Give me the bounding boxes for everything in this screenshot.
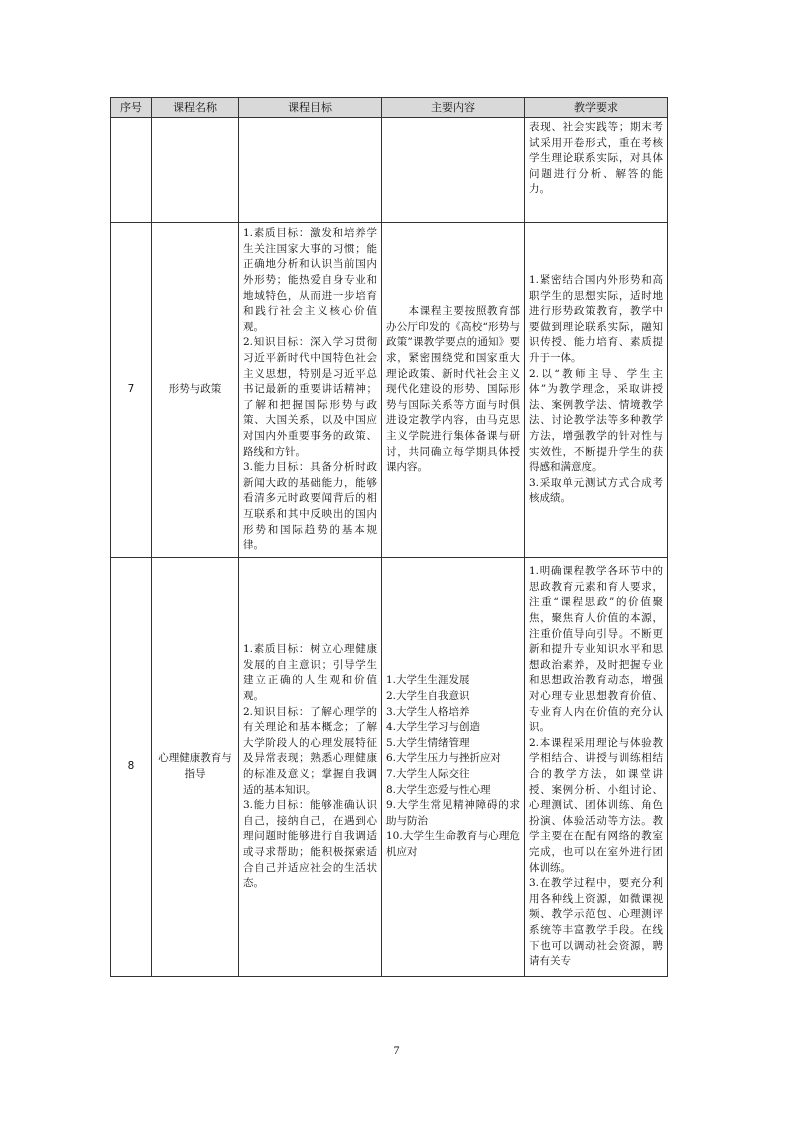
main-content [382, 558, 525, 977]
row-number [111, 118, 152, 223]
header-main-content: 主要内容 [382, 98, 525, 118]
page-number: 7 [393, 1043, 400, 1057]
teaching-requirements-text: 1.明确课程教学各环节中的思政教育元素和育人要求，注重“课程思政”的价值聚焦，聚焦育人价值的本源，注重价值导向引导。不断更新和提升专业知识水平和思想政治素养，及时把握专业和思想政治教育动态，增强对心理专业思想教育价值、专业育人内在价值的充分认识。 2.本课程采用理论与体验教学相结合、讲授与训练相结合的教学方法，如课堂讲授、案例分析、小组讨论、心理测试、团体训练、角色扮演、体验活动等方法。教学主要在在配有网络的教室完成，也可以在室外进行团体训练。 3.在教学过程中，要充分利用各种线上资源，如微课视频、教学示范包、心理测评系统等丰富教学手段。在线下也可以调动社会资源，聘请有关专 [529, 565, 663, 968]
teaching-requirements [525, 558, 668, 977]
course-aims [239, 118, 382, 223]
row-number: 8 [111, 558, 152, 977]
header-seq: 序号 [111, 98, 152, 118]
course-table [110, 97, 668, 977]
course-name [152, 118, 239, 223]
table-row [111, 223, 668, 558]
teaching-requirements [525, 223, 668, 558]
teaching-requirements-text: 表现、社会实践等；期末考试采用开卷形式，重在考核学生理论联系实际，对具体问题进行分析、解答的能力。 [529, 121, 663, 196]
teaching-requirements-text: 1.紧密结合国内外形势和高职学生的思想实际，适时地进行形势政策教育，教学中要做到理论联系实际，融知识传授、能力培育、素质提升于一体。 2.以“教师主导、学生主体”为教学理念，采取讲授法、案例教学法、情境教学法、讨论教学法等多种教学方法，增强教学的针对性与实效性，不断提升学生的获得感和满意度。 3.采取单元测试方式合成考核成绩。 [529, 274, 663, 505]
table-row [111, 558, 668, 977]
course-aims-text: 1.素质目标：激发和培养学生关注国家大事的习惯；能正确地分析和认识当前国内外形势；能热爱自身专业和地域特色，从而进一步培育和践行社会主义核心价值观。 2.知识目标：深入学习贯彻习近平新时代中国特色社会主义思想，特别是习近平总书记最新的重要讲话精神；了解和把握国际形势与政策、大国关系，以及中国应对国内外重要事务的政策、路线和方针。 3.能力目标：具备分析时政新闻大政的基础能力，能够看清多元时政要闻背后的相互联系和其中反映出的国内形势和国际趋势的基本规律。 [243, 227, 377, 552]
main-content-text: 1.大学生生涯发展 2.大学生自我意识 3.大学生人格培养 4.大学生学习与创造 5.大学生情绪管理 6.大学生压力与挫折应对 7.大学生人际交往 8.大学生恋爱与性心理 9.大学生常见精神障碍的求助与防治 10.大学生生命教育与心理危机应对 [386, 674, 520, 858]
main-content [382, 118, 525, 223]
course-aims [239, 558, 382, 977]
header-course-aims: 课程目标 [239, 98, 382, 118]
teaching-requirements [525, 118, 668, 223]
table-header-row [111, 98, 668, 118]
header-course-name: 课程名称 [152, 98, 239, 118]
course-aims [239, 223, 382, 558]
course-name: 心理健康教育与指导 [152, 558, 239, 977]
course-aims-text: 1.素质目标：树立心理健康发展的自主意识；引导学生建立正确的人生观和价值观。 2.知识目标：了解心理学的有关理论和基本概念；了解大学阶段人的心理发展特征及异常表现；熟悉心理健康的标准及意义；掌握自我调适的基本知识。 3.能力目标：能够准确认识自己，接纳自己，在遇到心理问题时能够进行自我调适或寻求帮助；能积极探索适合自己并适应社会的生活状态。 [243, 643, 377, 890]
main-content-text: 本课程主要按照教育部办公厅印发的《高校“形势与政策”课教学要点的通知》要求，紧密围绕党和国家重大理论政策、新时代社会主义现代化建设的形势、国际形势与国际关系等方面与时俱进设定教学内容，由马克思主义学院进行集体备课与研讨，共同确立每学期具体授课内容。 [386, 305, 520, 474]
course-name: 形势与政策 [152, 223, 239, 558]
row-number: 7 [111, 223, 152, 558]
table-row [111, 118, 668, 223]
main-content [382, 223, 525, 558]
header-teaching-requirements: 教学要求 [525, 98, 668, 118]
